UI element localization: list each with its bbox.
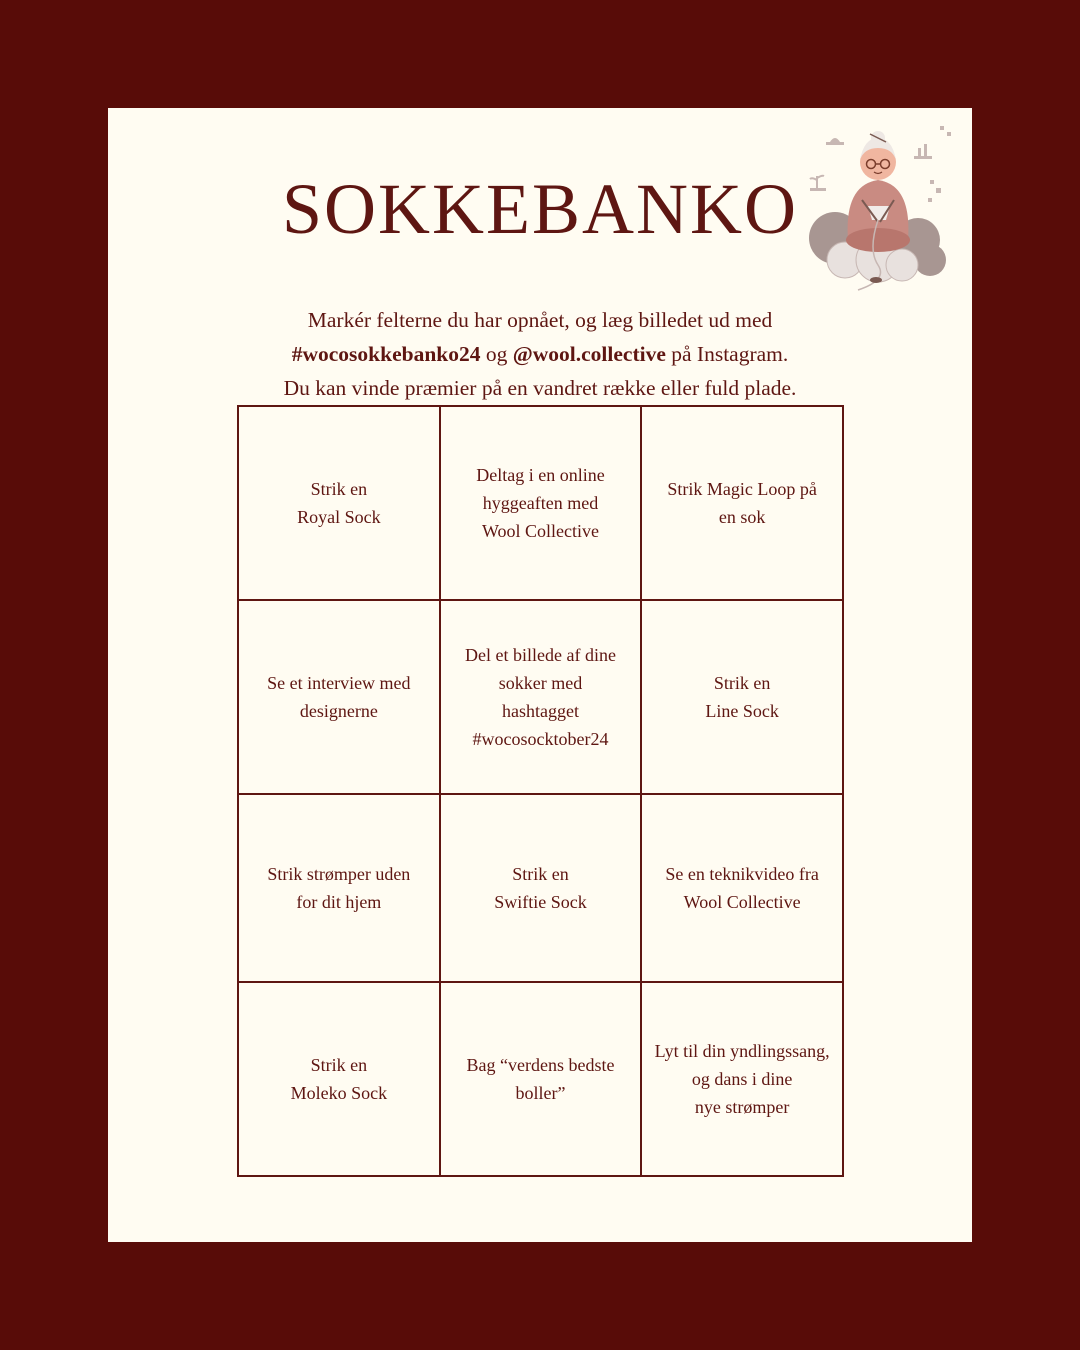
instructions-line1: Markér felterne du har opnået, og læg billedet ud med <box>307 308 773 332</box>
grid-row <box>238 406 843 600</box>
grid-row <box>238 600 843 794</box>
page-title: SOKKEBANKO <box>281 169 799 249</box>
bingo-cell[interactable]: Strik Magic Loop på en sok <box>641 406 843 600</box>
bingo-cell[interactable]: Strik en Swiftie Sock <box>440 794 642 982</box>
instructions <box>200 303 880 405</box>
bingo-cell[interactable]: Se en teknikvideo fra Wool Collective <box>641 794 843 982</box>
bingo-cell[interactable]: Bag “verdens bedste boller” <box>440 982 642 1176</box>
instagram-handle: @wool.collective <box>512 342 666 366</box>
instructions-line2-end: på Instagram. <box>665 342 789 366</box>
knitting-grandma-icon <box>790 120 965 305</box>
bingo-cell[interactable]: Del et billede af dine sokker med hashtagget #wocosocktober24 <box>440 600 642 794</box>
hashtag: #wocosokkebanko24 <box>291 342 481 366</box>
grid-row <box>238 794 843 982</box>
instructions-line3: Du kan vinde præmier på en vandret række eller fuld plade. <box>283 376 797 400</box>
bingo-cell[interactable]: Se et interview med designerne <box>238 600 440 794</box>
grid-row <box>238 982 843 1176</box>
bingo-cell[interactable]: Strik en Royal Sock <box>238 406 440 600</box>
bingo-cell[interactable]: Lyt til din yndlingssang, og dans i dine nye strømper <box>641 982 843 1176</box>
bingo-grid <box>237 405 844 1177</box>
bingo-cell[interactable]: Strik en Moleko Sock <box>238 982 440 1176</box>
bingo-cell[interactable]: Strik strømper uden for dit hjem <box>238 794 440 982</box>
instructions-conjunction: og <box>480 342 513 366</box>
bingo-cell[interactable]: Deltag i en online hyggeaften med Wool Collective <box>440 406 642 600</box>
bingo-cell[interactable]: Strik en Line Sock <box>641 600 843 794</box>
